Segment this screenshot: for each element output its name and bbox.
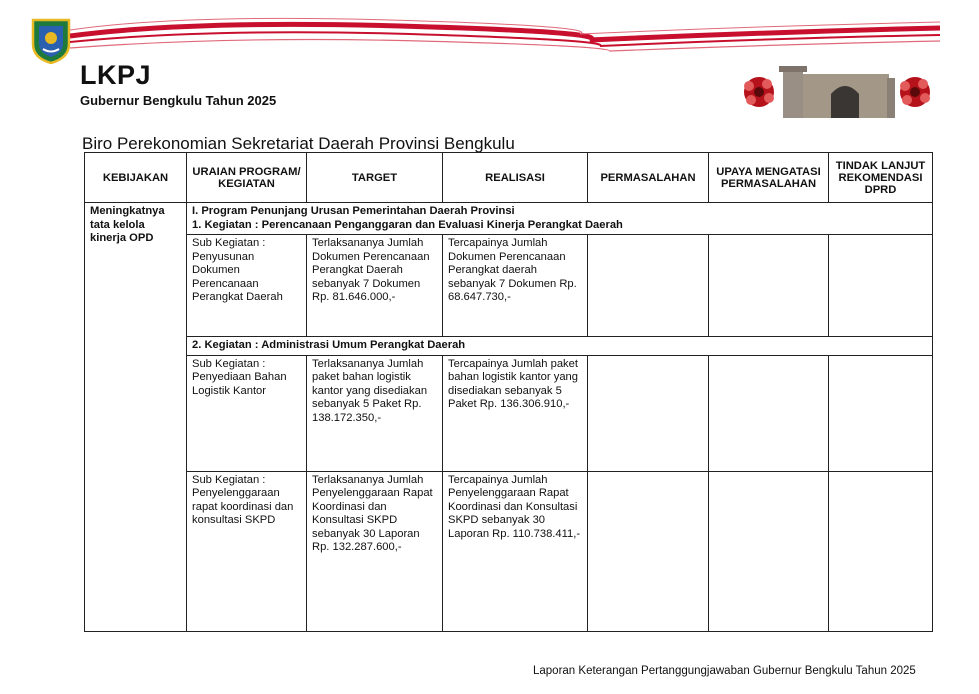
- lkpj-table: [84, 152, 933, 632]
- kegiatan-1-label: 1. Kegiatan : Perencanaan Penganggaran dan Evaluasi Kinerja Perangkat Daerah: [192, 218, 623, 231]
- sub1-target-cell: Terlaksananya Jumlah Dokumen Perencanaan Perangkat Daerah sebanyak 7 Dokumen Rp. 81.646.000,-: [307, 235, 443, 337]
- sub1-permasalahan-cell: [588, 235, 709, 337]
- table-row: [85, 337, 933, 356]
- page-footer: Laporan Keterangan Pertanggungjawaban Gubernur Bengkulu Tahun 2025: [533, 665, 916, 677]
- bureau-heading: Biro Perekonomian Sekretariat Daerah Provinsi Bengkulu: [82, 134, 515, 153]
- sub2-tindak-lanjut-cell: [829, 355, 933, 471]
- sub2-realisasi-cell: Tercapainya Jumlah paket bahan logistik kantor yang disediakan sebanyak 5 Paket Rp. 136.306.910,-: [443, 355, 588, 471]
- report-subtitle: Gubernur Bengkulu Tahun 2025: [80, 93, 277, 108]
- sub3-realisasi-cell: Tercapainya Jumlah Penyelenggaraan Rapat Koordinasi dan Konsultasi SKPD sebanyak 30 Laporan Rp. 110.738.411,-: [443, 471, 588, 631]
- sub1-tindak-lanjut-cell: [829, 235, 933, 337]
- sub2-target-cell: Terlaksananya Jumlah paket bahan logistik kantor yang disediakan sebanyak 5 Paket Rp. 138.172.350,-: [307, 355, 443, 471]
- sub1-realisasi-cell: Tercapainya Jumlah Dokumen Perencanaan Perangkat daerah sebanyak 7 Dokumen Rp. 68.647.730,-: [443, 235, 588, 337]
- header-realisasi: REALISASI: [443, 153, 588, 203]
- table-row: [85, 203, 933, 235]
- sub3-upaya-cell: [709, 471, 829, 631]
- kegiatan-2-label: 2. Kegiatan : Administrasi Umum Perangkat Daerah: [187, 337, 933, 356]
- fort-gate-icon: [735, 64, 935, 120]
- program-heading-cell: [187, 203, 933, 235]
- sub3-tindak-lanjut-cell: [829, 471, 933, 631]
- sub2-permasalahan-cell: [588, 355, 709, 471]
- table-row: [85, 355, 933, 471]
- table-row: [85, 471, 933, 631]
- report-title: LKPJ: [80, 60, 152, 90]
- header-kebijakan: KEBIJAKAN: [85, 153, 187, 203]
- sub3-permasalahan-cell: [588, 471, 709, 631]
- sub2-upaya-cell: [709, 355, 829, 471]
- sub2-uraian-cell: Sub Kegiatan : Penyediaan Bahan Logistik Kantor: [187, 355, 307, 471]
- header-tindak-lanjut: TINDAK LANJUT REKOMENDASI DPRD: [829, 153, 933, 203]
- rafflesia-flower-icon: [900, 77, 930, 107]
- table-header-row: [85, 153, 933, 203]
- sub1-uraian-cell: Sub Kegiatan : Penyusunan Dokumen Perencanaan Perangkat Daerah: [187, 235, 307, 337]
- province-crest-icon: [30, 16, 72, 64]
- header-uraian: URAIAN PROGRAM/ KEGIATAN: [187, 153, 307, 203]
- rafflesia-flower-icon: [744, 77, 774, 107]
- sub3-target-cell: Terlaksananya Jumlah Penyelenggaraan Rapat Koordinasi dan Konsultasi SKPD sebanyak 30 Laporan Rp. 132.287.600,-: [307, 471, 443, 631]
- header-swoosh-decoration: [70, 8, 940, 58]
- sub3-uraian-cell: Sub Kegiatan : Penyelenggaraan rapat koordinasi dan konsultasi SKPD: [187, 471, 307, 631]
- kebijakan-cell: Meningkatnya tata kelola kinerja OPD: [85, 203, 187, 632]
- header-target: TARGET: [307, 153, 443, 203]
- header-upaya: UPAYA MENGATASI PERMASALAHAN: [709, 153, 829, 203]
- sub1-upaya-cell: [709, 235, 829, 337]
- table-row: [85, 235, 933, 337]
- header-permasalahan: PERMASALAHAN: [588, 153, 709, 203]
- program-label: I. Program Penunjang Urusan Pemerintahan Daerah Provinsi: [192, 205, 515, 217]
